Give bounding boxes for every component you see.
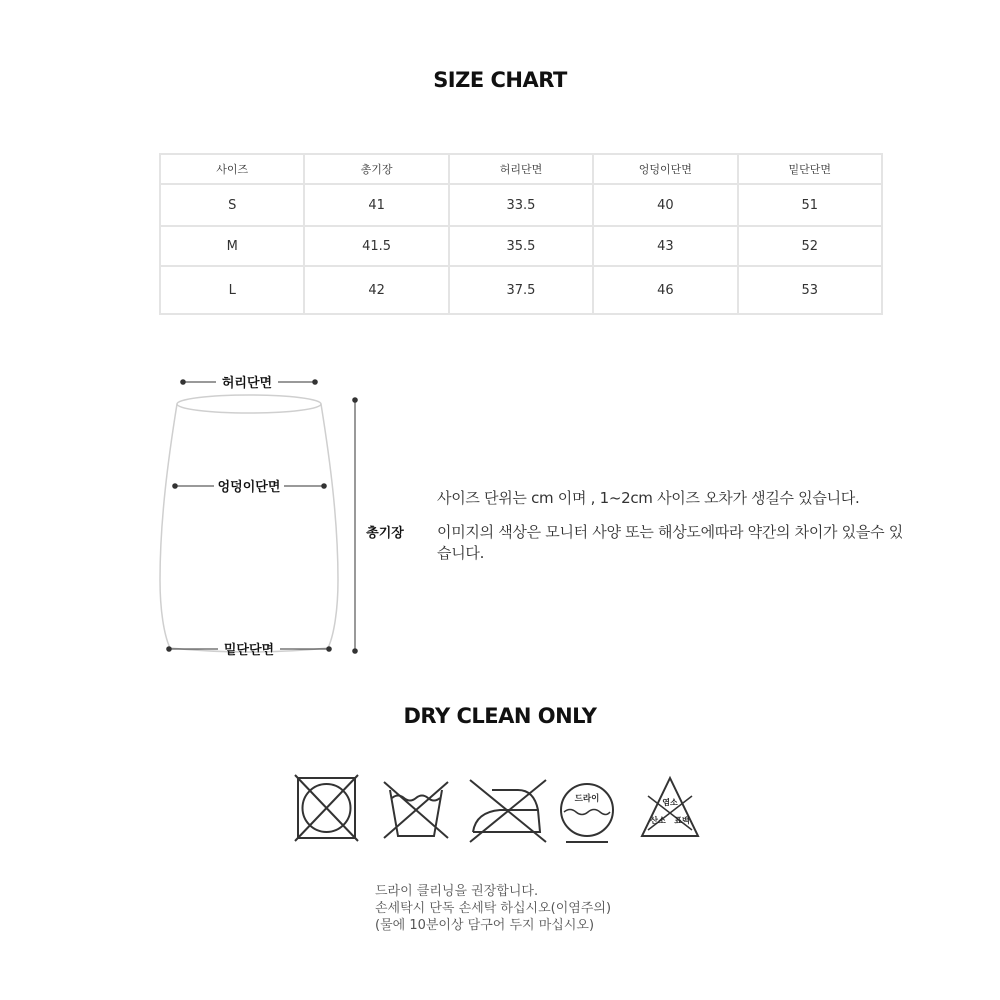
dry-clean-label: 드라이 [574, 794, 600, 804]
table-cell: 41.5 [304, 226, 448, 266]
table-cell: 33.5 [449, 184, 593, 226]
table-cell: 41 [304, 184, 448, 226]
no-bleach-icon [642, 778, 698, 836]
skirt-outline-icon [160, 395, 338, 652]
no-tumble-dry-icon [295, 775, 358, 841]
care-title: DRY CLEAN ONLY [403, 704, 597, 728]
hip-label: 엉덩이단면 [217, 480, 281, 495]
table-header-row [160, 154, 882, 184]
size-unit-note: 사이즈 단위는 cm 이며 , 1~2cm 사이즈 오차가 생길수 있습니다. [437, 489, 860, 507]
care-icons [290, 770, 710, 850]
table-row [160, 266, 882, 314]
hem-label: 밑단단면 [223, 643, 275, 658]
care-instructions [375, 883, 775, 934]
size-table [159, 153, 883, 315]
care-instruction-line: 손세탁시 단독 손세탁 하십시오(이염주의) [375, 901, 612, 916]
header-size: 사이즈 [160, 154, 304, 184]
header-waist: 허리단면 [449, 154, 593, 184]
length-measure-line [353, 398, 358, 654]
skirt-diagram [150, 360, 430, 670]
length-label: 총기장 [366, 526, 404, 541]
table-cell: 42 [304, 266, 448, 314]
table-cell: 51 [738, 184, 882, 226]
header-hem: 밑단단면 [738, 154, 882, 184]
table-cell: 53 [738, 266, 882, 314]
table-cell: 43 [593, 226, 737, 266]
no-water-wash-icon [384, 782, 448, 838]
table-cell: 52 [738, 226, 882, 266]
waist-label: 허리단면 [221, 376, 273, 391]
table-cell: L [160, 266, 304, 314]
size-chart-title: SIZE CHART [433, 68, 567, 92]
no-iron-icon [470, 780, 546, 842]
table-cell: 35.5 [449, 226, 593, 266]
bleach-label-left: 산소 [650, 816, 666, 825]
table-cell: 40 [593, 184, 737, 226]
table-cell: M [160, 226, 304, 266]
header-hip: 엉덩이단면 [593, 154, 737, 184]
care-instruction-line: 드라이 클리닝을 권장합니다. [375, 884, 539, 899]
care-instruction-line: (물에 10분이상 담구어 두지 마십시오) [375, 918, 595, 933]
table-cell: 37.5 [449, 266, 593, 314]
bleach-label-top: 염소 [662, 798, 678, 807]
dry-clean-icon [561, 784, 613, 842]
table-row [160, 184, 882, 226]
color-note: 이미지의 색상은 모니터 사양 또는 해상도에따라 약간의 차이가 있을수 있습니다. [437, 523, 903, 562]
bleach-label-right: 표백 [674, 816, 690, 825]
table-cell: 46 [593, 266, 737, 314]
header-total-length: 총기장 [304, 154, 448, 184]
table-cell: S [160, 184, 304, 226]
table-row [160, 226, 882, 266]
